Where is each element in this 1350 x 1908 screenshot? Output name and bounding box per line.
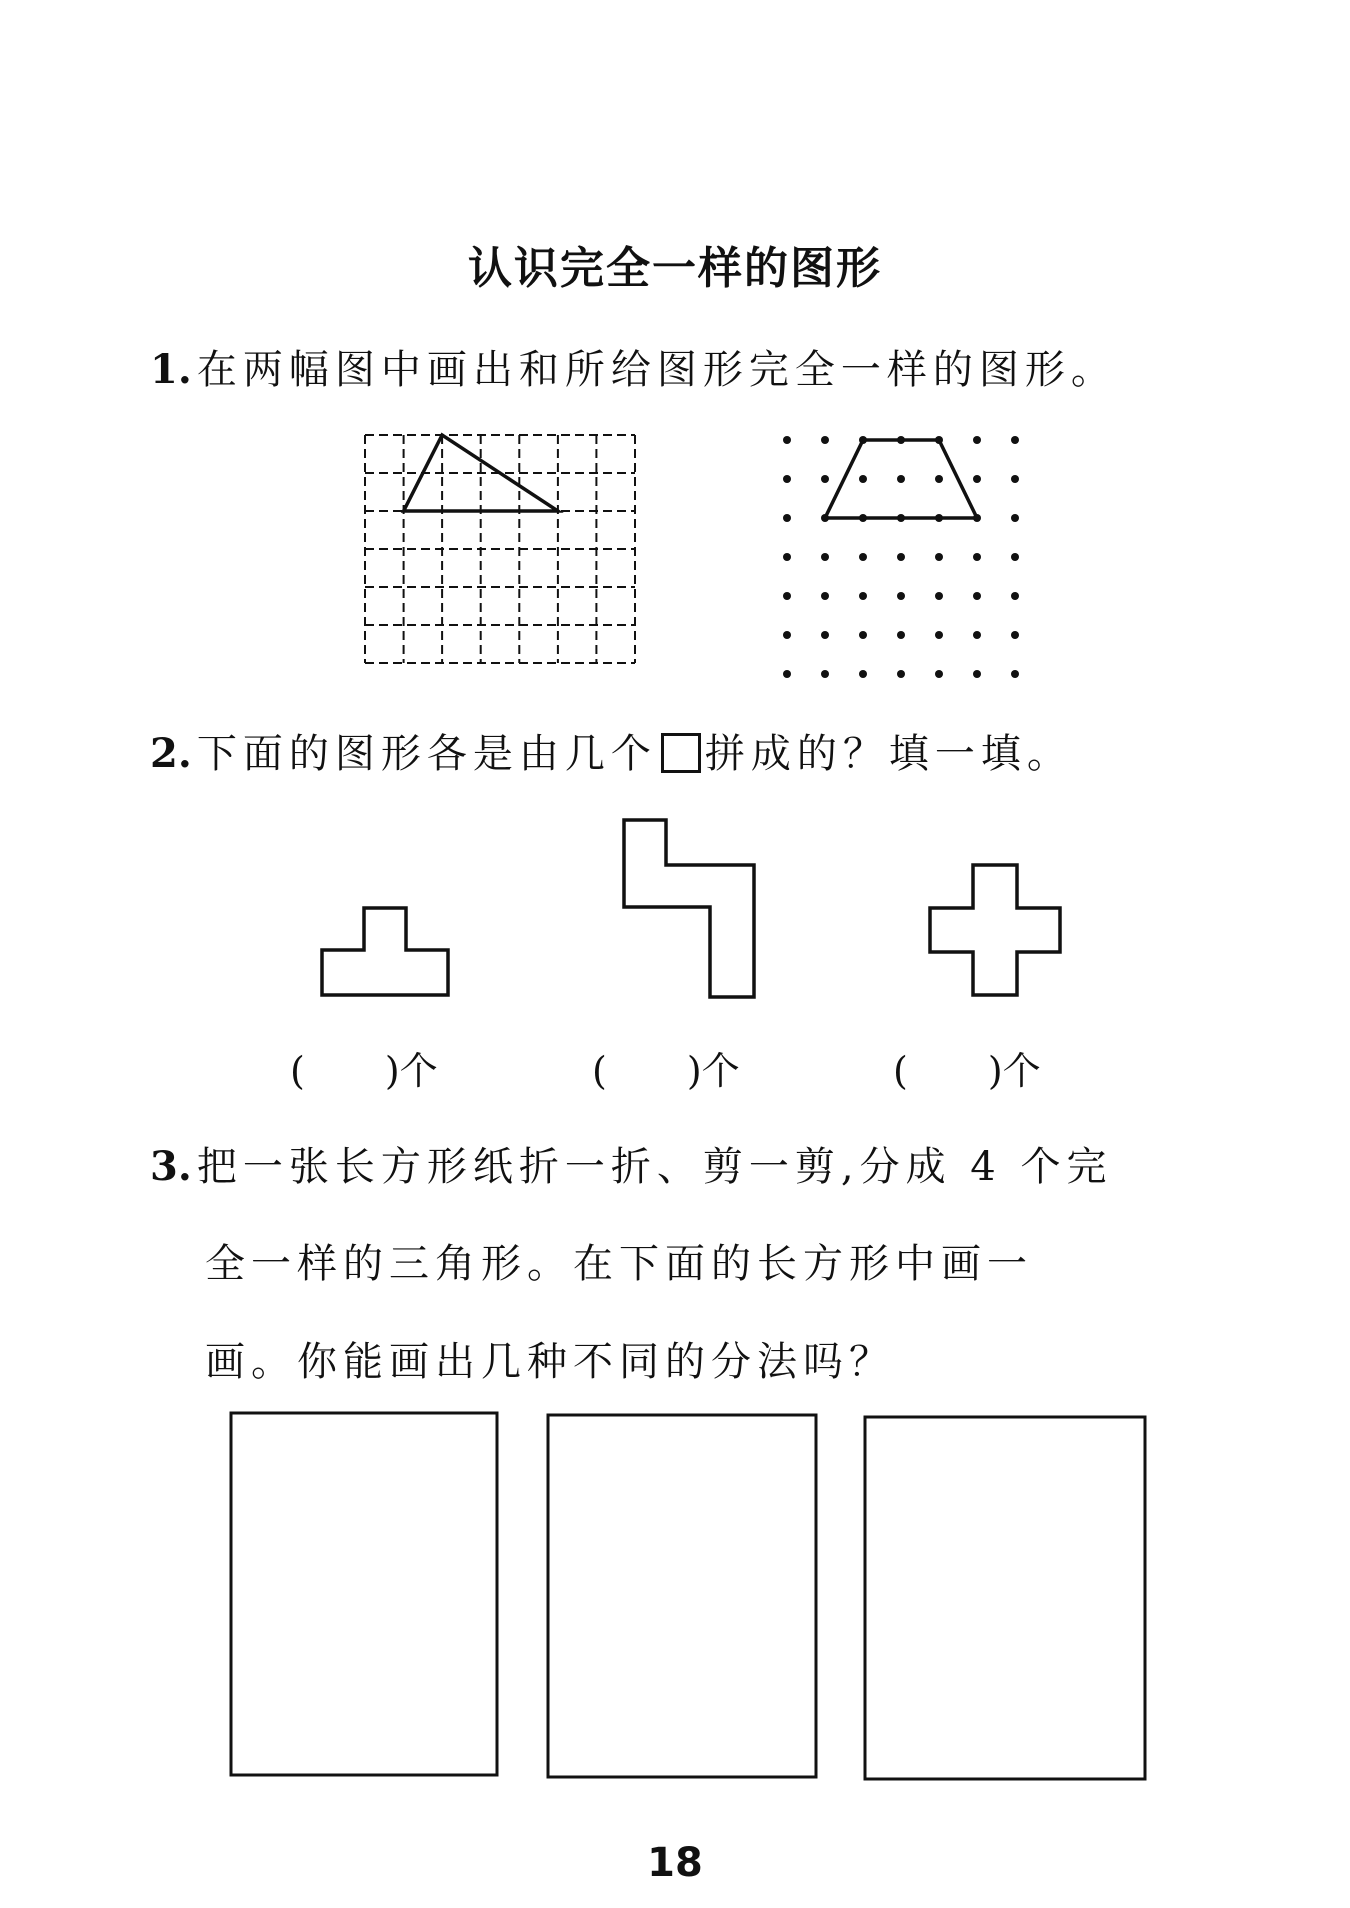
dot-grid-figure [775,430,1035,680]
blank-1-close: )个 [384,1049,438,1093]
question-3-number: 3. [150,1143,192,1190]
question-2-text-before: 下面的图形各是由几个 [196,731,657,777]
question-3-line-1 [150,1135,1112,1192]
blank-3-open: ( [893,1049,908,1093]
page-number: 18 [647,1840,703,1886]
question-1-number: 1. [150,346,192,393]
question-3-line-2: 全一样的三角形。在下面的长方形中画一 [205,1241,1033,1287]
blank-1-open: ( [290,1049,305,1093]
question-2-text-after: 拼成的？填一填。 [704,731,1073,777]
unit-square-icon [661,733,701,773]
blank-2-close: )个 [686,1049,740,1093]
question-3-line-3: 画。你能画出几种不同的分法吗？ [205,1339,895,1385]
question-3-text-1: 把一张长方形纸折一折、剪一剪,分成 4 个完 [196,1144,1113,1190]
answer-blank-3[interactable] [893,1040,1041,1095]
question-1 [150,338,1117,395]
question-2-number: 2. [150,730,192,777]
cross-shape-figure [925,860,1065,1000]
question-1-text: 在两幅图中画出和所给图形完全一样的图形。 [196,347,1117,393]
blank-3-close: )个 [987,1049,1041,1093]
t-shape-figure [318,900,453,1000]
blank-2-open: ( [592,1049,607,1093]
answer-blank-1[interactable] [290,1040,438,1095]
drawing-rectangle-2[interactable] [545,1410,821,1782]
z-shape-figure [620,815,760,1005]
dashed-grid-lines [365,435,635,663]
dot-grid-dots [783,436,1019,678]
drawing-rectangle-1[interactable] [228,1408,504,1780]
question-2 [150,722,1073,779]
drawing-rectangle-3[interactable] [862,1412,1152,1784]
answer-blank-2[interactable] [592,1040,740,1095]
dashed-grid-figure [360,430,640,675]
page-title: 认识完全一样的图形 [468,243,882,294]
